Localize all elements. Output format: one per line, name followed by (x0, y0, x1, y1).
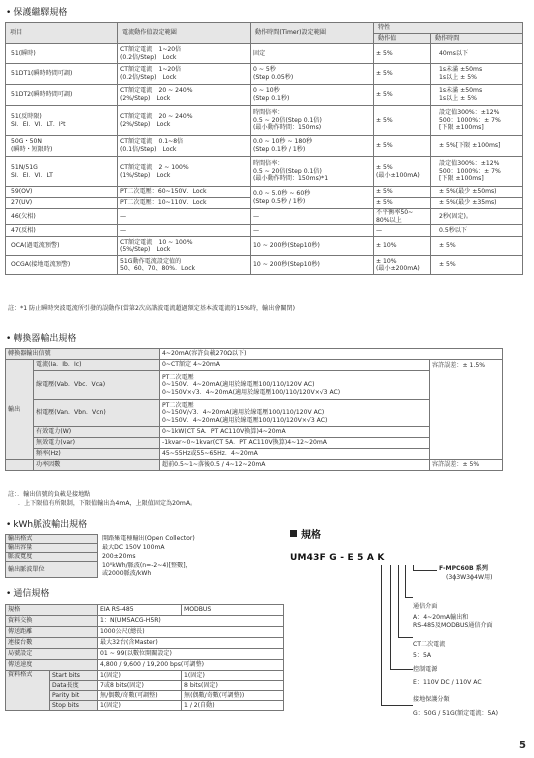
table-cell: ± 5%(最少 ±50ms) (431, 187, 523, 198)
square-bullet-icon (290, 530, 297, 537)
table-row (6, 627, 284, 638)
table-cell: 0 ~ 5秒 (Step 0.05秒) (251, 64, 374, 85)
table-row (6, 85, 523, 106)
table-cell: 0~1kW(CT 5A．PT AC110V換算)4~20mA (160, 427, 430, 438)
table-row (6, 44, 523, 64)
table-row (6, 638, 284, 649)
table-cell: 1s未滿 ±50ms 1s以上 ± 5% (431, 64, 523, 85)
table-cell: 47(反相) (6, 225, 118, 237)
table-cell: PT二次電壓：60~150V．Lock (118, 187, 251, 198)
table-cell: PT二次電壓 0~150V．4~20mA(適用於線電壓100/110/120V AC) 0~150V×√3．4~20mA(適用於線電壓100/110/120V×√3 AC) (160, 371, 430, 400)
table-cell: 1(固定) (98, 701, 182, 711)
table-row (6, 671, 284, 681)
table-cell: 51N/51G SI．EI．VI．LT (6, 157, 118, 187)
section-comm-title: • 通信規格 (6, 589, 50, 599)
table-cell: 輸出容量 (6, 544, 98, 553)
table-row (6, 449, 503, 460)
table-cell: 1s未滿 ±50ms 1s以上 ± 5% (431, 85, 523, 106)
table-row (6, 106, 523, 136)
table-cell: ± 5% (374, 64, 431, 85)
table-cell: 脈波寬度 (6, 553, 98, 562)
table-cell: ± 5% (374, 85, 431, 106)
table-cell: 0~CT額定 4~20mA (160, 360, 430, 371)
table-cell: ± 5% (374, 106, 431, 136)
table-cell: 相電壓(Van．Vbn．Vcn) (34, 400, 160, 427)
table-cell: 規格 (6, 605, 98, 616)
table-cell: 資料交換 (6, 616, 98, 627)
table-cell: 51(反時限) SI．EI．VI．LT．I²t (6, 106, 118, 136)
th-char: 特性 (374, 23, 523, 34)
table-cell: EIA RS-485 (98, 605, 182, 616)
th-range: 電流動作值設定範圍 (118, 23, 251, 44)
table-row (6, 460, 503, 471)
table-cell: 不平衡率50~ 80%以上 (374, 209, 431, 225)
table-cell: CT額定電流 0.1~8倍 (0.1倍/Step) Lock (118, 136, 251, 157)
table-cell: 設定值300%：±12% 500：1000%：± 7% [下限 ±100ms] (431, 157, 523, 187)
converter-signal-value: 4~20mA(容許負載270Ω以下) (160, 349, 503, 360)
table-cell: 局號設定 (6, 649, 98, 660)
comm-table (5, 604, 284, 711)
table-cell: ± 5% (374, 187, 431, 198)
table-cell: ± 10% (最小±200mA) (374, 256, 431, 275)
table-cell: 有效電力(W) (34, 427, 160, 438)
table-cell: 46(欠相) (6, 209, 118, 225)
spec-ground-desc: G：50G / 51G(額定電流：5A) (413, 710, 498, 717)
model-code: UM43F G - E 5 A K (290, 553, 385, 563)
table-cell: ± 10% (374, 237, 431, 256)
table-cell: Data長度 (50, 681, 98, 691)
table-cell: 51DT2(瞬時時間可調) (6, 85, 118, 106)
spec-comm-desc: A：4~20mA輸出和 RS-485及MODBUS通信介面 (413, 614, 493, 630)
table-cell: 10 ~ 200秒(Step10秒) (251, 256, 374, 275)
table-cell: 1000公尺(總長) (98, 627, 284, 638)
table-cell: 1(固定) (182, 671, 284, 681)
table-cell: 7或8 bits(固定) (98, 681, 182, 691)
converter-table (5, 348, 503, 471)
table-cell: 開路集電極輸出(Open Collector) (102, 535, 195, 543)
table-cell: ± 5% (374, 44, 431, 64)
table-cell: ± 5%[下限 ±100ms] (431, 136, 523, 157)
table-cell: 27(UV) (6, 198, 118, 209)
table-cell: 頻率(Hz) (34, 449, 160, 460)
table-row (6, 438, 503, 449)
table-cell: Stop bits (50, 701, 98, 711)
table-cell: 0.0 ~ 10秒 ~ 180秒 (Step 0.1秒 / 1秒) (251, 136, 374, 157)
th-time: 動作時間 (431, 34, 523, 44)
table-cell: ± 5% (374, 198, 431, 209)
table-row (6, 649, 284, 660)
section-kwh-title: • kWh脈波輸出規格 (6, 520, 88, 530)
table-cell: 50G・50N (瞬時・短限時) (6, 136, 118, 157)
table-row (6, 562, 272, 578)
converter-note-1: 註：．輸出信號的負載是接地點 (8, 491, 91, 498)
spec-power-desc: E：110V DC / 110V AC (413, 679, 482, 686)
table-cell: 1(固定) (98, 671, 182, 681)
table-cell: — (118, 209, 251, 225)
section-converter-title: • 轉換器輸出規格 (6, 334, 77, 344)
table-row (6, 427, 503, 438)
table-cell: PT二次電壓：10~110V．Lock (118, 198, 251, 209)
table-cell: 傳送距離 (6, 627, 98, 638)
table-cell: 傳送速度 (6, 660, 98, 671)
table-row (6, 371, 503, 400)
spec-title: 規格 (290, 530, 321, 543)
table-cell: 0.5秒以下 (431, 225, 523, 237)
table-cell: 輸出脈波單位 (6, 562, 98, 578)
table-cell: 時間倍率： 0.5 ~ 20倍(Step 0.1倍) (最小動作時間：150ms) (251, 106, 374, 136)
protection-table (5, 22, 523, 275)
table-cell: 51DT1(瞬時時間可調) (6, 64, 118, 85)
table-cell: -1kvar~0~1kvar(CT 5A．PT AC110V換算)4~12~20mA (160, 438, 430, 449)
spec-power-head: 控制電源 (413, 666, 438, 673)
table-cell: Parity bit (50, 691, 98, 701)
table-row (6, 209, 523, 225)
kwh-table (5, 534, 272, 578)
table-cell: PT二次電壓 0~150V/√3．4~20mA(適用於線電壓100/110/120V AC) 0~150V．4~20mA(適用於線電壓100/110/120V×√3 AC) (160, 400, 430, 427)
spec-ground-head: 接地保護分類 (413, 696, 450, 703)
table-cell: ± 5% (最小±100mA) (374, 157, 431, 187)
accuracy-1: 容許誤差：± 1.5% (430, 360, 503, 460)
output-label: 輸出 (6, 360, 34, 460)
table-cell: — (374, 225, 431, 237)
table-cell: ± 5% (431, 256, 523, 275)
table-row (6, 256, 523, 275)
converter-note-2: ．上下限值有所限制，下限值輸出為4mA，上限值固定為20mA。 (18, 500, 197, 507)
accuracy-2: 容許誤差：± 5% (430, 460, 503, 471)
table-cell: 1 / 2(自動) (182, 701, 284, 711)
table-cell: 連接台數 (6, 638, 98, 649)
table-row (6, 157, 523, 187)
table-cell: CT額定電流 20 ~ 240% (2%/Step) Lock (118, 85, 251, 106)
table-cell: ± 5% (431, 237, 523, 256)
table-cell: 無/偶數/奇數(可調整) (98, 691, 182, 701)
table-cell: 01 ~ 99(以數位開關設定) (98, 649, 284, 660)
table-row (6, 64, 523, 85)
table-cell: Start bits (50, 671, 98, 681)
table-cell: — (251, 209, 374, 225)
table-cell: 設定值300%：±12% 500：1000%：± 7% [下限 ±100ms] (431, 106, 523, 136)
spec-ct-desc: 5：5A (413, 652, 432, 659)
table-cell: 51(瞬時) (6, 44, 118, 64)
table-cell: 最大DC 150V 100mA (102, 544, 165, 552)
table-cell: 2秒(固定)。 (431, 209, 523, 225)
table-row (6, 605, 284, 616)
empty-cell (6, 460, 34, 471)
table-cell: 時間倍率： 0.5 ~ 20倍(Step 0.1倍) (最小動作時間：150ms)*1 (251, 157, 374, 187)
table-row (6, 544, 272, 553)
table-cell: 51G動作電流設定值的 50、60、70、80%．Lock (118, 256, 251, 275)
table-cell: 線電壓(Vab．Vbc．Vca) (34, 371, 160, 400)
table-cell: 45~55Hz或55~65Hz．4~20mA (160, 449, 430, 460)
table-row (6, 360, 503, 371)
table-cell: OCA(過電流預警) (6, 237, 118, 256)
table-cell: CT額定電流 2 ~ 100% (1%/Step) Lock (118, 157, 251, 187)
table-row (6, 187, 523, 198)
table-row (6, 616, 284, 627)
table-cell: ± 5%(最少 ±35ms) (431, 198, 523, 209)
spec-comm-head: 通信介面 (413, 603, 438, 610)
spec-ct-head: CT二次電流 (413, 641, 446, 648)
table-cell: 電流(Ia．Ib．Ic) (34, 360, 160, 371)
table-cell: 1：N(UM5ACG-H5R) (98, 616, 284, 627)
table-cell: 4,800 / 9,600 / 19,200 bps(可調整) (98, 660, 284, 671)
th-timer: 動作時間(Timer)設定範圍 (251, 23, 374, 44)
mpc-series: F-MPC60B 系列 (439, 565, 488, 572)
table-cell: 8 bits(固定) (182, 681, 284, 691)
table-cell: 10⁰kWh/脈波(n=-2~4)[整數]， 或2000脈波/kWh (102, 561, 192, 577)
table-row (6, 553, 272, 562)
table-row (6, 535, 272, 544)
table-row (6, 660, 284, 671)
table-cell: 最大32台(含Master) (98, 638, 284, 649)
table-cell: 無效電力(var) (34, 438, 160, 449)
table-row (6, 225, 523, 237)
table-cell: 59(OV) (6, 187, 118, 198)
table-cell: MODBUS (182, 605, 284, 616)
table-cell: 固定 (251, 44, 374, 64)
table-cell: 0 ~ 10秒 (Step 0.1秒) (251, 85, 374, 106)
table-row (6, 237, 523, 256)
table-row (6, 136, 523, 157)
table-cell: 40ms以下 (431, 44, 523, 64)
table-row (6, 400, 503, 427)
th-op: 動作值 (374, 34, 431, 44)
table-cell: CT額定電流 10 ~ 100% (5%/Step) Lock (118, 237, 251, 256)
table-cell: — (118, 225, 251, 237)
protection-note: 註：*1 防止瞬時突波電流所引發的誤動作(當第2次高諧波電流超過額定基本波電流的15%時，輸出會關閉) (8, 305, 295, 312)
table-cell: — (251, 225, 374, 237)
section-protection-title: • 保護繼驛規格 (6, 8, 68, 18)
table-cell: 0.0 ~ 5.0秒 ~ 60秒 (Step 0.5秒 / 1秒) (251, 187, 374, 209)
table-cell: 無(偶數/奇數(可調整)) (182, 691, 284, 701)
table-cell: OCGA(接地電流預警) (6, 256, 118, 275)
table-cell: 功率因數 (34, 460, 160, 471)
table-cell: 10 ~ 200秒(Step10秒) (251, 237, 374, 256)
converter-signal-label: 轉換器輸出信號 (6, 349, 160, 360)
th-item: 項目 (6, 23, 118, 44)
table-cell: CT額定電流 1~20倍 (0.2倍/Step) Lock (118, 64, 251, 85)
table-cell: CT額定電流 20 ~ 240% (2%/Step) Lock (118, 106, 251, 136)
page-number: 5 (519, 739, 526, 751)
table-cell: CT額定電流 1~20倍 (0.2倍/Step) Lock (118, 44, 251, 64)
table-cell: 輸出格式 (6, 535, 98, 544)
table-cell: 超前0.5~1~落後0.5 / 4~12~20mA (160, 460, 430, 471)
data-format-label: 資料格式 (6, 671, 50, 711)
mpc-series-sub: (3ϕ3W3ϕ4W用) (446, 574, 493, 581)
table-cell: ± 5% (374, 136, 431, 157)
table-cell: 200±20ms (102, 553, 136, 561)
